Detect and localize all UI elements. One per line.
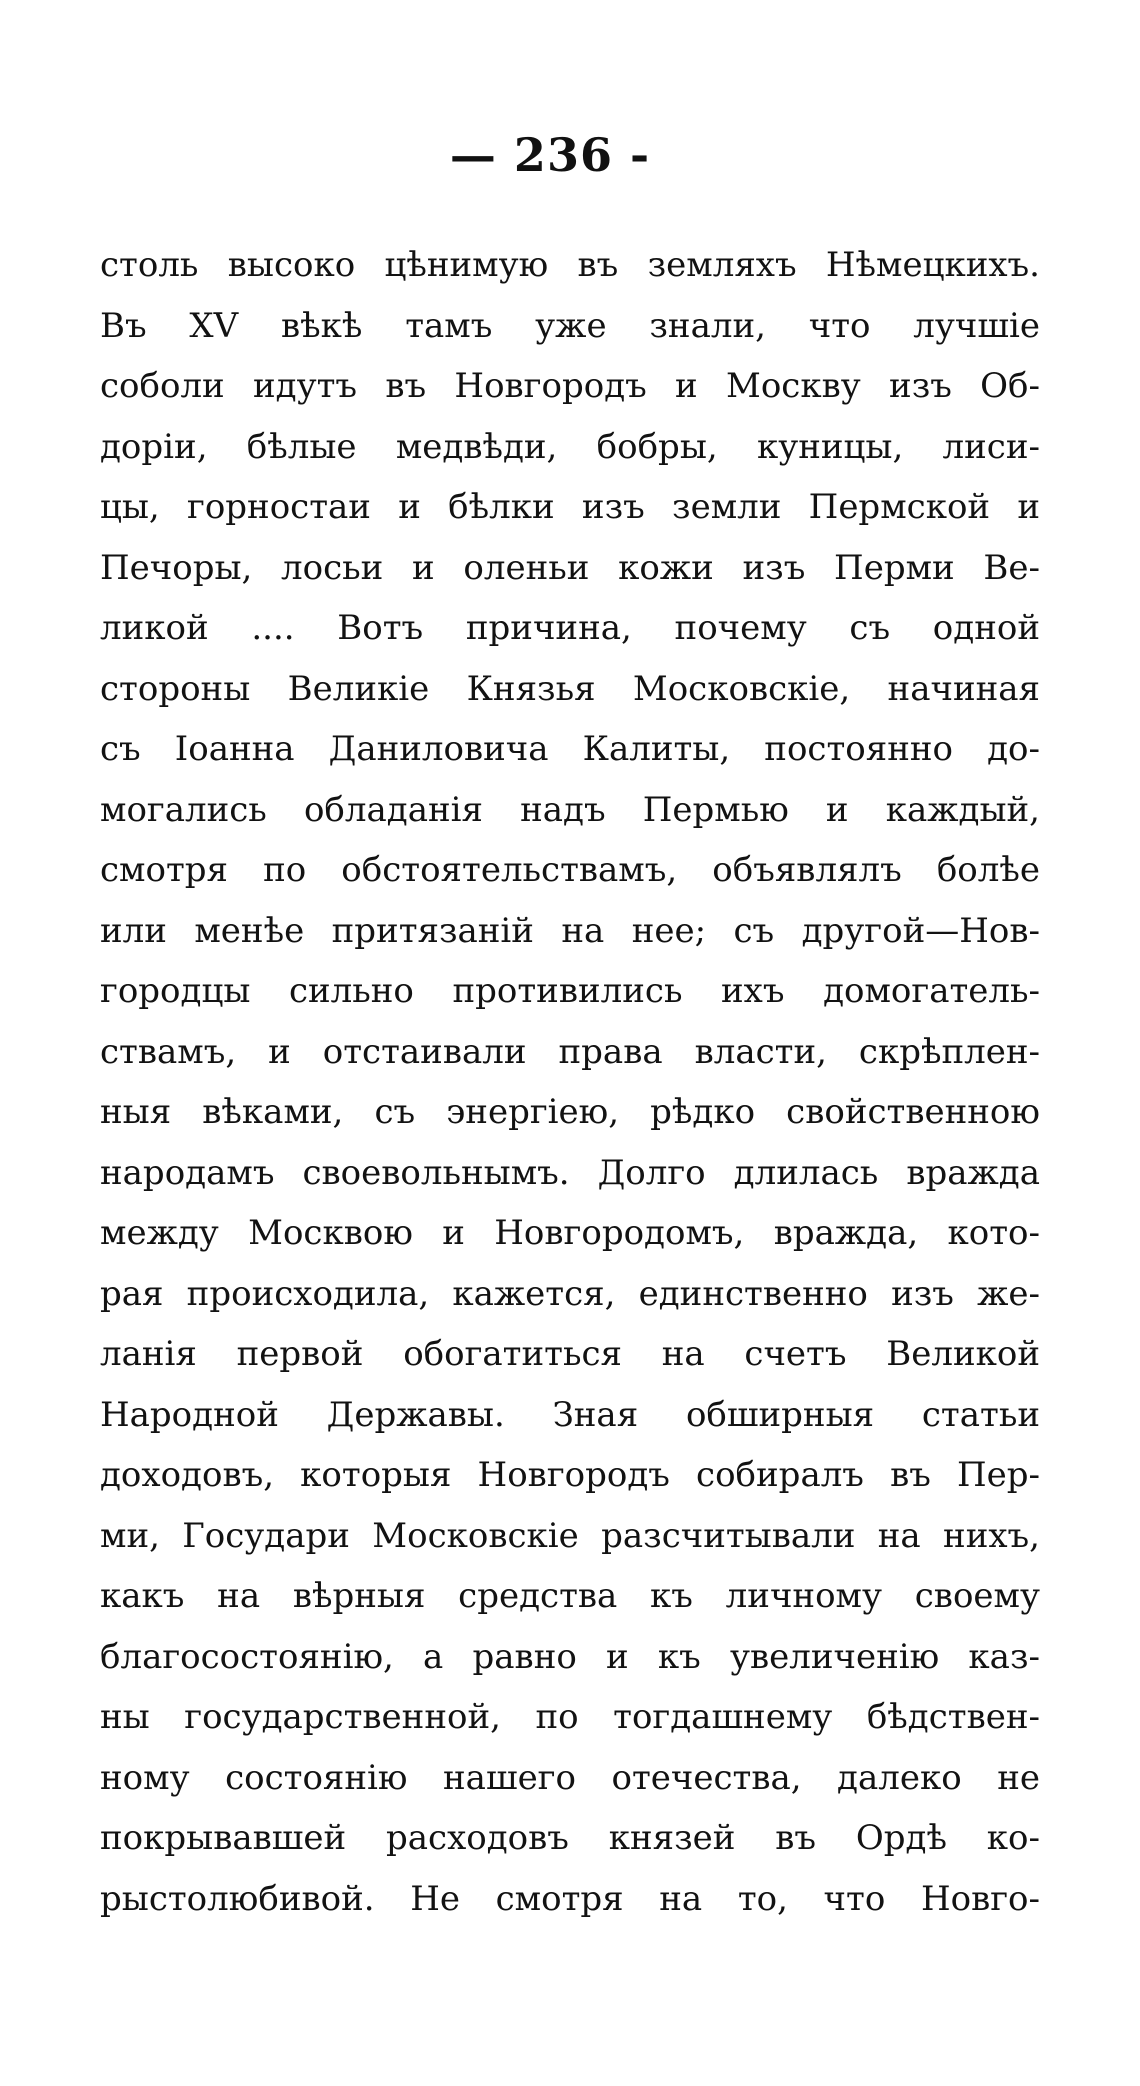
text-line: Народной Державы. Зная обширныя статьи [100,1394,1040,1435]
text-line: доріи, бѣлые медвѣди, бобры, куницы, лиси- [100,426,1040,467]
text-line: рыстолюбивой. Не смотря на то, что Новго- [100,1878,1040,1919]
text-line: цы, горностаи и бѣлки изъ земли Пермской и [100,487,1040,527]
text-line: рая происходила, кажется, единственно изъ же- [100,1273,1040,1314]
text-line: ланія первой обогатиться на счетъ Великой [100,1334,1040,1374]
text-line: какъ на вѣрныя средства къ личному своему [100,1576,1040,1616]
text-line: могались обладанія надъ Пермью и каждый, [100,789,1040,830]
text-line: ликой .... Вотъ причина, почему съ одной [100,608,1040,648]
text-line: смотря по обстоятельствамъ, объявлялъ болѣе [100,850,1040,890]
text-line: ми, Государи Московскіе разсчитывали на нихъ, [100,1515,1040,1556]
text-line: благосостоянію, а равно и къ увеличенію каз- [100,1636,1040,1677]
text-line: покрывавшей расходовъ князей въ Ордѣ ко- [100,1818,1040,1858]
text-line: ны государственной, по тогдашнему бѣдствен- [100,1697,1040,1737]
text-line: между Москвою и Новгородомъ, вражда, кото- [100,1213,1040,1253]
page-number: — 236 - [449,128,651,182]
text-line: ному состоянію нашего отечества, далеко не [100,1757,1040,1798]
text-line: съ Іоанна Даниловича Калиты, постоянно до- [100,729,1040,769]
text-line: стороны Великіе Князья Московскіе, начиная [100,668,1040,709]
text-line: Въ XV вѣкѣ тамъ уже знали, что лучшіе [100,305,1040,346]
text-line: или менѣе притязаній на нее; съ другой—Нов- [100,910,1040,951]
text-line: городцы сильно противились ихъ домогатель- [100,971,1040,1011]
text-line: народамъ своевольнымъ. Долго длилась вражда [100,1152,1040,1193]
text-line: ствамъ, и отстаивали права власти, скрѣплен- [100,1031,1040,1072]
text-line: соболи идутъ въ Новгородъ и Москву изъ Об- [100,366,1040,406]
text-line: ныя вѣками, съ энергіею, рѣдко свойственною [100,1092,1040,1132]
body-text [100,235,1040,1929]
text-line: столь высоко цѣнимую въ земляхъ Нѣмецкихъ. [100,245,1040,285]
text-line: доходовъ, которыя Новгородъ собиралъ въ Пер- [100,1455,1040,1495]
text-line: Печоры, лосьи и оленьи кожи изъ Перми Ве- [100,547,1040,588]
